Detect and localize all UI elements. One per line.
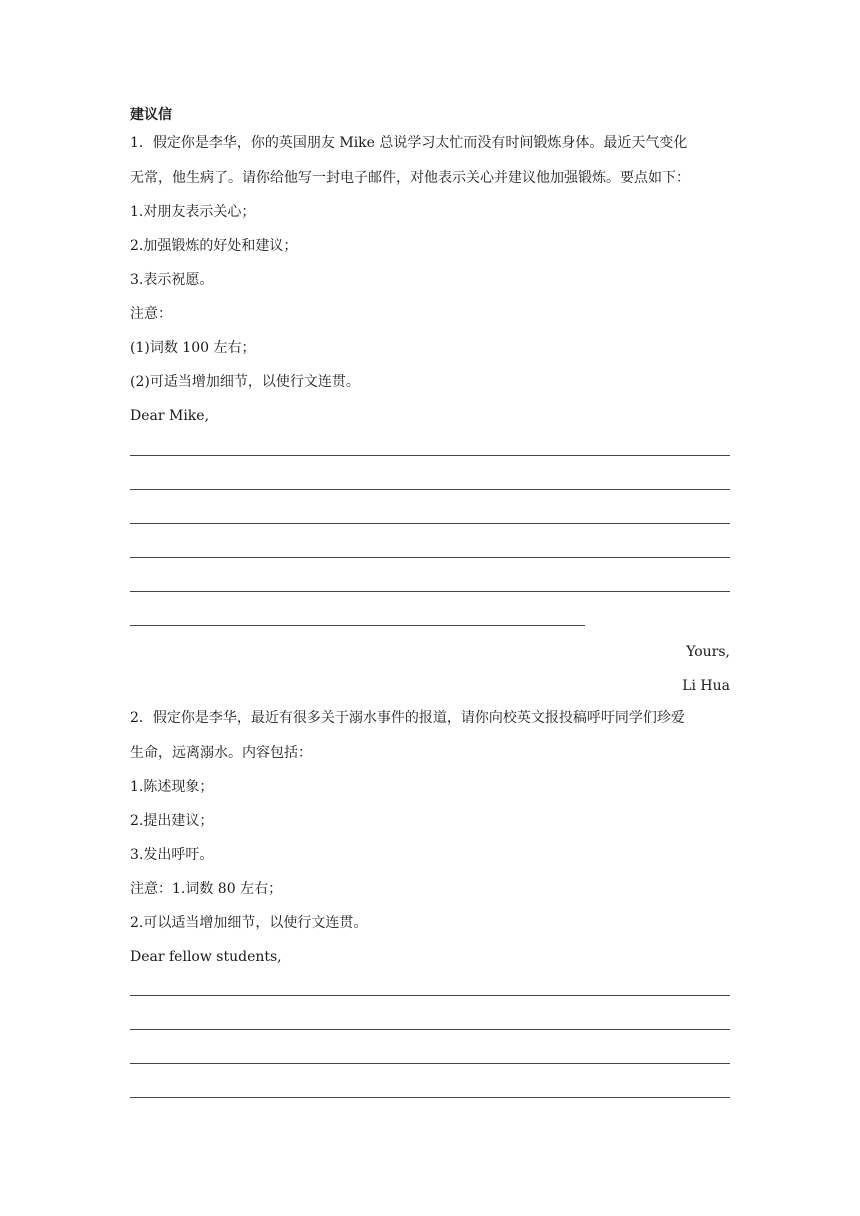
- q1-point-1: 1.对朋友表示关心；: [130, 204, 256, 220]
- q1-prompt-line-2: 无常，他生病了。请你给他写一封电子邮件，对他表示关心并建议他加强锻炼。要点如下：: [130, 170, 690, 186]
- q2-answer-line[interactable]: [130, 1097, 730, 1098]
- q2-answer-line[interactable]: [130, 1029, 730, 1030]
- q2-point-1: 1.陈述现象；: [130, 779, 214, 795]
- q1-point-2: 2.加强锻炼的好处和建议；: [130, 238, 298, 254]
- q2-answer-line[interactable]: [130, 1063, 730, 1064]
- q2-point-2: 2.提出建议；: [130, 813, 214, 829]
- q2-note-1: 注意：1.词数 80 左右；: [130, 881, 283, 897]
- q2-point-3: 3.发出呼吁。: [130, 847, 214, 863]
- q1-note-2: (2)可适当增加细节，以使行文连贯。: [130, 374, 360, 390]
- q1-closing: Yours,: [686, 644, 730, 660]
- q2-prompt-line-2: 生命，远离溺水。内容包括：: [130, 745, 312, 761]
- q1-salutation: Dear Mike,: [130, 408, 210, 424]
- q1-point-3: 3.表示祝愿。: [130, 272, 214, 288]
- q1-answer-line[interactable]: [130, 523, 730, 524]
- q1-signature: Li Hua: [682, 678, 730, 694]
- q1-note-label: 注意：: [130, 306, 172, 322]
- q1-prompt-line-1: 1．假定你是李华，你的英国朋友 Mike 总说学习太忙而没有时间锻炼身体。最近天气变化: [130, 135, 688, 151]
- q1-answer-line[interactable]: [130, 591, 730, 592]
- q2-note-2: 2.可以适当增加细节，以使行文连贯。: [130, 915, 368, 931]
- q2-prompt-line-1: 2．假定你是李华，最近有很多关于溺水事件的报道，请你向校英文报投稿呼吁同学们珍爱: [130, 710, 685, 726]
- q1-answer-line[interactable]: [130, 557, 730, 558]
- q1-note-1: (1)词数 100 左右；: [130, 340, 256, 356]
- q1-answer-line-short[interactable]: [130, 625, 585, 626]
- q1-answer-line[interactable]: [130, 455, 730, 456]
- q2-salutation: Dear fellow students,: [130, 949, 282, 965]
- q1-answer-line[interactable]: [130, 489, 730, 490]
- q2-answer-line[interactable]: [130, 995, 730, 996]
- section-title: 建议信: [130, 107, 172, 123]
